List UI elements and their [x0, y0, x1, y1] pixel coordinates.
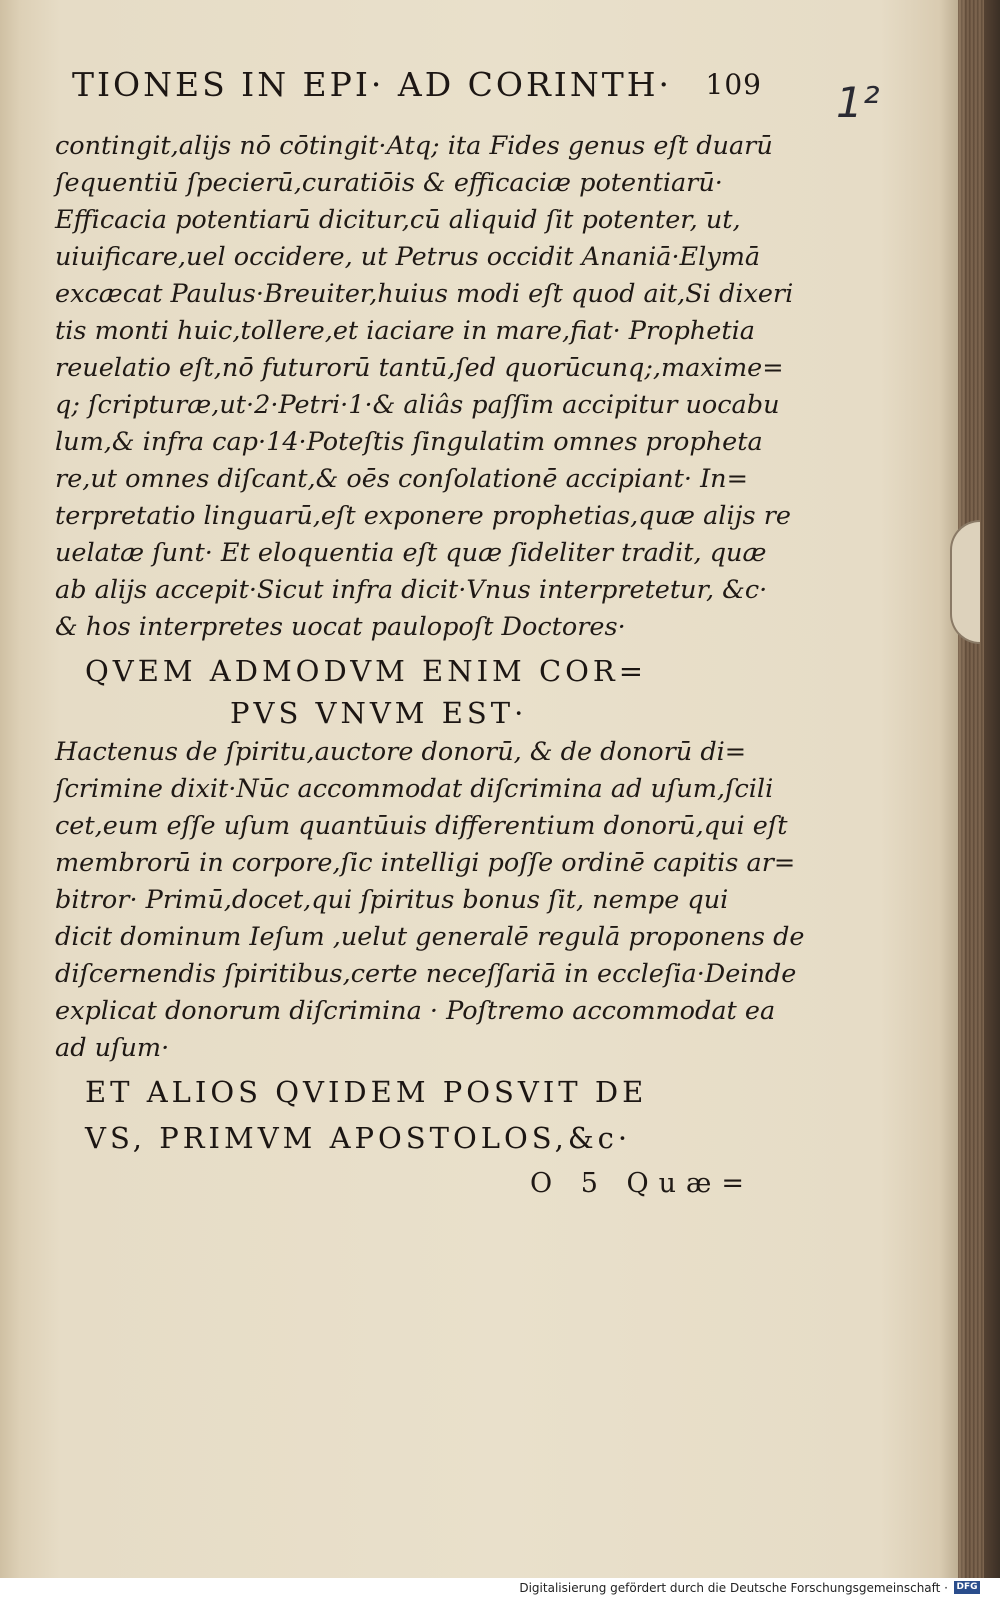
text-line: ſequentiū ſpecierū,curatiōis & efficaciæ potentiarū· [55, 168, 723, 198]
text-line: tis monti huic,tollere,et iaciare in mare,fiat· Prophetia [55, 316, 755, 346]
text-line: ab alijs accepit·Sicut infra dicit·Vnus interpretetur, &c· [55, 575, 768, 605]
catchword: O 5 Quæ= [529, 1168, 754, 1199]
text-line: uelatæ ſunt· Et eloquentia eſt quæ ſideliter tradit, quæ [55, 538, 767, 568]
text-line: re,ut omnes diſcant,& oēs conſolationē accipiant· In= [55, 464, 748, 494]
text-line: & hos interpretes uocat paulopoſt Doctores· [55, 612, 626, 642]
text-line: uiuificare,uel occidere, ut Petrus occidit Ananiā·Elymā [55, 242, 761, 272]
text-line: explicat donorum diſcrimina · Poſtremo accommodat ea [55, 996, 776, 1026]
text-line: terpretatio linguarū,eſt exponere prophetias,quæ alijs re [55, 501, 791, 531]
lemma-heading: QVEM ADMODVM ENIM COR= [85, 654, 648, 688]
dfg-logo: DFG [954, 1581, 980, 1594]
text-block [55, 128, 805, 1205]
text-line: q; ſcripturæ,ut·2·Petri·1·& aliâs paſſim accipitur uocabu [55, 390, 780, 420]
book-page-edges [958, 0, 984, 1578]
text-line: ad uſum· [55, 1033, 170, 1063]
text-line: cet,eum eſſe uſum quantūuis differentium donorū,qui eſt [55, 811, 788, 841]
page-clip [950, 520, 980, 644]
handwritten-annotation: 1² [836, 78, 880, 127]
text-line: dicit dominum Ieſum ,uelut generalē regulā proponens de [55, 922, 805, 952]
text-line: lum,& infra cap·14·Poteſtis ſingulatim omnes propheta [55, 427, 763, 457]
lemma-heading: PVS VNVM EST· [230, 696, 528, 730]
text-line: reuelatio eſt,nō futurorū tantū,ſed quorūcunq;,maxime= [55, 353, 784, 383]
text-line: Hactenus de ſpiritu,auctore donorū, & de donorū di= [55, 737, 747, 767]
footer-bar [0, 1578, 1000, 1598]
text-line: excæcat Paulus·Breuiter,huius modi eſt quod ait,Si dixeri [55, 279, 794, 309]
running-head-title: TIONES IN EPI· AD CORINTH· [72, 64, 672, 104]
lemma-heading: ET ALIOS QVIDEM POSVIT DE [85, 1075, 648, 1109]
text-line: Efficacia potentiarū dicitur,cū aliquid ſit potenter, ut, [55, 205, 741, 235]
text-line: diſcernendis ſpiritibus,certe neceſſariā in eccleſia·Deinde [55, 959, 797, 989]
footer-credit: Digitalisierung gefördert durch die Deutsche Forschungsgemeinschaft · [519, 1581, 948, 1595]
text-line: contingit,alijs nō cōtingit·Atq; ita Fides genus eſt duarū [55, 131, 773, 161]
text-line: bitror· Primū,docet,qui ſpiritus bonus ſit, nempe qui [55, 885, 729, 915]
text-line: membrorū in corpore,ſic intelligi poſſe ordinē capitis ar= [55, 848, 796, 878]
running-header [72, 60, 762, 108]
lemma-heading: VS, PRIMVM APOSTOLOS,&c· [85, 1121, 632, 1155]
folio-number: 109 [705, 67, 762, 101]
text-line: ſcrimine dixit·Nūc accommodat diſcrimina ad uſum,ſcili [55, 774, 774, 804]
